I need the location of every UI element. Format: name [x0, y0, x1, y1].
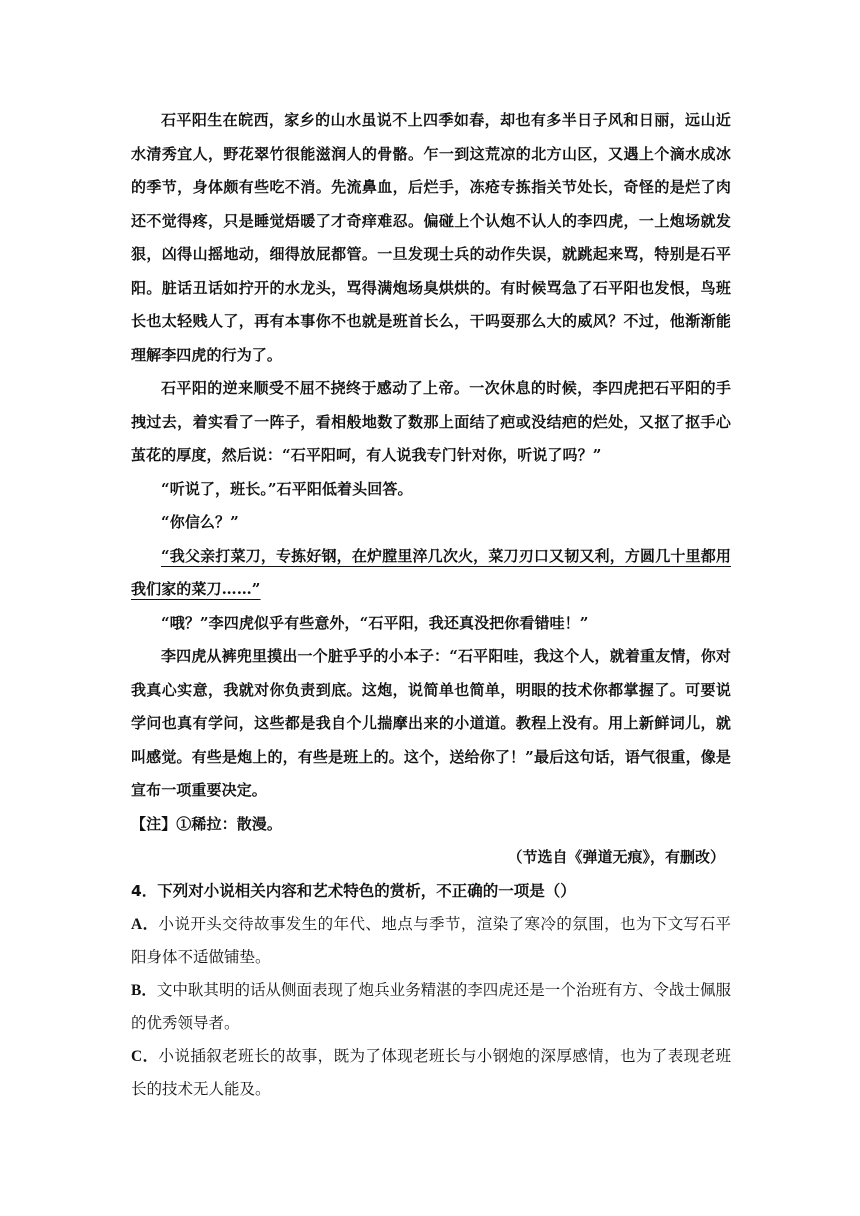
passage-paragraph-5 — [131, 540, 731, 607]
passage-paragraph-3: “听说了，班长。”石平阳低着头回答。 — [161, 479, 413, 498]
option-c-text: 小说插叙老班长的故事，既为了体现老班长与小钢炮的深厚感情，也为了表现老班长的技术无人能及。 — [131, 1046, 731, 1098]
option-a — [131, 908, 731, 974]
option-c — [131, 1040, 731, 1106]
option-b-text: 文中耿其明的话从侧面表现了炮兵业务精湛的李四虎还是一个治班有方、令战士佩服的优秀领导者。 — [131, 980, 731, 1032]
passage-content — [131, 104, 731, 1106]
option-a-letter: A． — [131, 915, 159, 933]
option-b-letter: B． — [131, 981, 157, 999]
option-a-text: 小说开头交待故事发生的年代、地点与季节，渲染了寒冷的氛围，也为下文写石平阳身体不适做铺垫。 — [131, 914, 731, 966]
passage-paragraph-7: 李四虎从裤兜里摸出一个脏乎乎的小本子：“石平阳哇，我这个人，就着重友情，你对我真心实意，我就对你负责到底。这炮，说简单也简单，明眼的技术你都掌握了。可要说学问也真有学问，这些都是我自个儿揣摩出来的小道道。教程上没有。用上新鲜词儿，就叫感觉。有些是炮上的，有些是班上的。这个，送给你了！”最后这句话，语气很重，像是宣布一项重要决定。 — [131, 647, 731, 799]
underlined-sentence: “我父亲打菜刀，专拣好钢，在炉膛里淬几次火，菜刀刃口又韧又利，方圆几十里都用我们家的菜刀……” — [131, 546, 731, 598]
passage-paragraph-1: 石平阳生在皖西，家乡的山水虽说不上四季如春，却也有多半日子风和日丽，远山近水清秀宜人，野花翠竹很能滋润人的骨骼。乍一到这荒凉的北方山区，又遇上个滴水成冰的季节，身体颇有些吃不消。先流鼻血，后烂手，冻疮专拣指关节处长，奇怪的是烂了肉还不觉得疼，只是睡觉焐暖了才奇痒难忍。偏碰上个认炮不认人的李四虎，一上炮场就发狠，凶得山摇地动，细得放屁都管。一旦发现士兵的动作失误，就跳起来骂，特别是石平阳。脏话丑话如拧开的水龙头，骂得满炮场臭烘烘的。有时候骂急了石平阳也发恨，鸟班长也太轻贱人了，再有本事你不也就是班首长么，干吗耍那么大的威风？不过，他渐渐能理解李四虎的行为了。 — [131, 111, 731, 364]
source-citation: （节选自《弹道无痕》，有删改） — [507, 848, 725, 866]
footnote: 【注】①稀拉：散漫。 — [131, 814, 283, 833]
passage-paragraph-4: “你信么？” — [161, 513, 239, 531]
option-c-letter: C． — [131, 1047, 159, 1065]
question-stem: 4．下列对小说相关内容和艺术特色的赏析，不正确的一项是（） — [131, 881, 576, 900]
option-b — [131, 974, 731, 1040]
passage-paragraph-6: “哦？”李四虎似乎有些意外，“石平阳，我还真没把你看错哇！” — [161, 613, 589, 632]
passage-paragraph-2: 石平阳的逆来顺受不屈不挠终于感动了上帝。一次休息的时候，李四虎把石平阳的手拽过去，着实看了一阵子，看相般地数了数那上面结了疤或没结疤的烂处，又抠了抠手心茧花的厚度，然后说：“石平阳呵，有人说我专门针对你，听说了吗？” — [131, 379, 731, 464]
